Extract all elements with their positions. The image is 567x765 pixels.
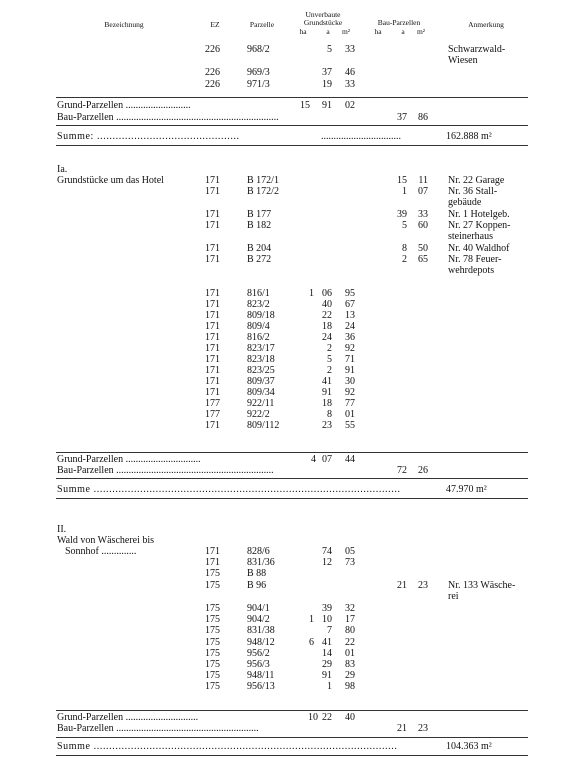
cell-anmerkung: steinerhaus bbox=[448, 231, 493, 242]
divider bbox=[56, 755, 528, 756]
cell-parzelle: 816/2 bbox=[247, 332, 270, 343]
cell-grund-a: 5 bbox=[327, 354, 332, 365]
bau-parzellen-m2: 26 bbox=[418, 465, 428, 476]
cell-grund-m2: 71 bbox=[345, 354, 355, 365]
cell-ez: 171 bbox=[205, 557, 220, 568]
cell-parzelle: 828/6 bbox=[247, 546, 270, 557]
cell-grund-a: 8 bbox=[327, 409, 332, 420]
bau-parzellen-label: Bau-Parzellen ............................................................... bbox=[57, 465, 274, 476]
cell-bau-a: 5 bbox=[402, 220, 407, 231]
unit-m2: m² bbox=[341, 27, 351, 36]
cell-parzelle: 809/37 bbox=[247, 376, 275, 387]
cell-ez: 175 bbox=[205, 681, 220, 692]
cell-grund-a: 41 bbox=[322, 637, 332, 648]
col-header-grundstuecke: Grundstücke bbox=[303, 18, 343, 27]
grund-parzellen-label: Grund-Parzellen .......................... bbox=[57, 100, 191, 111]
cell-grund-m2: 05 bbox=[345, 546, 355, 557]
cell-bau-m2: 07 bbox=[418, 186, 428, 197]
cell-ez: 175 bbox=[205, 568, 220, 579]
col-header-parzelle: Parzelle bbox=[249, 20, 275, 29]
cell-grund-m2: 33 bbox=[345, 44, 355, 55]
cell-parzelle: B 177 bbox=[247, 209, 272, 220]
cell-bau-m2: 50 bbox=[418, 243, 428, 254]
grund-parzellen-ha: 10 bbox=[308, 712, 318, 723]
cell-grund-a: 2 bbox=[327, 343, 332, 354]
unit-a: a bbox=[401, 27, 405, 36]
cell-parzelle: 956/2 bbox=[247, 648, 270, 659]
cell-ez: 171 bbox=[205, 332, 220, 343]
cell-grund-m2: 91 bbox=[345, 365, 355, 376]
cell-ez: 171 bbox=[205, 243, 220, 254]
cell-parzelle: 969/3 bbox=[247, 67, 270, 78]
divider bbox=[56, 737, 528, 738]
summe-dots: ................................ bbox=[321, 131, 401, 142]
cell-ez: 171 bbox=[205, 343, 220, 354]
cell-ez: 175 bbox=[205, 614, 220, 625]
cell-parzelle: 956/13 bbox=[247, 681, 275, 692]
cell-ez: 177 bbox=[205, 398, 220, 409]
summe-value: 162.888 m² bbox=[446, 131, 492, 142]
cell-anmerkung: Nr. 27 Koppen- bbox=[448, 220, 511, 231]
cell-ez: 177 bbox=[205, 409, 220, 420]
cell-ez: 171 bbox=[205, 299, 220, 310]
unit-m2: m² bbox=[416, 27, 426, 36]
col-header-anmerkung: Anmerkung bbox=[468, 20, 504, 29]
cell-grund-ha: 1 bbox=[309, 614, 314, 625]
cell-grund-a: 24 bbox=[322, 332, 332, 343]
cell-grund-m2: 92 bbox=[345, 343, 355, 354]
cell-parzelle: 922/2 bbox=[247, 409, 270, 420]
cell-parzelle: 948/11 bbox=[247, 670, 275, 681]
cell-ez: 171 bbox=[205, 546, 220, 557]
cell-grund-a: 41 bbox=[322, 376, 332, 387]
bau-parzellen-label: Bau-Parzellen ......................................................... bbox=[57, 723, 259, 734]
grund-parzellen-m2: 02 bbox=[345, 100, 355, 111]
cell-anmerkung: gebäude bbox=[448, 197, 482, 208]
cell-grund-m2: 22 bbox=[345, 637, 355, 648]
cell-grund-a: 2 bbox=[327, 365, 332, 376]
bau-parzellen-m2: 86 bbox=[418, 112, 428, 123]
cell-parzelle: 809/4 bbox=[247, 321, 270, 332]
cell-parzelle: 831/36 bbox=[247, 557, 275, 568]
cell-grund-a: 19 bbox=[322, 79, 332, 90]
cell-grund-a: 37 bbox=[322, 67, 332, 78]
cell-anmerkung: wehrdepots bbox=[448, 265, 495, 276]
cell-grund-m2: 32 bbox=[345, 603, 355, 614]
grund-parzellen-ha: 15 bbox=[300, 100, 310, 111]
summe-label: Summe: .............................................. bbox=[57, 131, 240, 142]
cell-grund-a: 40 bbox=[322, 299, 332, 310]
cell-parzelle: 948/12 bbox=[247, 637, 275, 648]
grund-parzellen-a: 07 bbox=[322, 454, 332, 465]
cell-ez: 171 bbox=[205, 220, 220, 231]
cell-grund-a: 10 bbox=[322, 614, 332, 625]
cell-ez: 171 bbox=[205, 288, 220, 299]
unit-a: a bbox=[326, 27, 330, 36]
cell-grund-m2: 95 bbox=[345, 288, 355, 299]
cell-anmerkung: Wiesen bbox=[448, 55, 478, 66]
cell-parzelle: 823/18 bbox=[247, 354, 275, 365]
cell-ez: 171 bbox=[205, 354, 220, 365]
summe-value: 104.363 m² bbox=[446, 741, 492, 752]
cell-anmerkung: Nr. 36 Stall- bbox=[448, 186, 498, 197]
col-header-bau-parzellen: Bau-Parzellen bbox=[377, 18, 421, 27]
grund-parzellen-m2: 40 bbox=[345, 712, 355, 723]
cell-bau-a: 39 bbox=[397, 209, 407, 220]
cell-ez: 171 bbox=[205, 376, 220, 387]
cell-grund-ha: 6 bbox=[309, 637, 314, 648]
cell-parzelle: 816/1 bbox=[247, 288, 270, 299]
cell-anmerkung: Schwarzwald- bbox=[448, 44, 506, 55]
cell-grund-ha: 1 bbox=[309, 288, 314, 299]
grund-parzellen-a: 91 bbox=[322, 100, 332, 111]
cell-ez: 175 bbox=[205, 580, 220, 591]
cell-grund-m2: 24 bbox=[345, 321, 355, 332]
cell-anmerkung: Nr. 40 Waldhof bbox=[448, 243, 510, 254]
section-title-continued: Sonnhof .............. bbox=[65, 546, 137, 557]
cell-parzelle: 831/38 bbox=[247, 625, 275, 636]
divider bbox=[56, 710, 528, 711]
cell-grund-m2: 46 bbox=[345, 67, 355, 78]
cell-bau-a: 8 bbox=[402, 243, 407, 254]
cell-parzelle: 956/3 bbox=[247, 659, 270, 670]
cell-grund-m2: 30 bbox=[345, 376, 355, 387]
cell-parzelle: B 172/1 bbox=[247, 175, 279, 186]
section-number: Ia. bbox=[57, 164, 68, 175]
divider bbox=[56, 97, 528, 98]
cell-grund-a: 29 bbox=[322, 659, 332, 670]
cell-grund-a: 39 bbox=[322, 603, 332, 614]
cell-parzelle: B 204 bbox=[247, 243, 272, 254]
cell-parzelle: 968/2 bbox=[247, 44, 270, 55]
divider bbox=[56, 145, 528, 146]
divider bbox=[56, 452, 528, 453]
grund-parzellen-ha: 4 bbox=[311, 454, 316, 465]
cell-grund-a: 18 bbox=[322, 398, 332, 409]
cell-anmerkung: Nr. 1 Hotelgeb. bbox=[448, 209, 510, 220]
bau-parzellen-a: 21 bbox=[397, 723, 407, 734]
cell-ez: 171 bbox=[205, 186, 220, 197]
cell-grund-m2: 36 bbox=[345, 332, 355, 343]
cell-grund-m2: 01 bbox=[345, 648, 355, 659]
cell-grund-a: 12 bbox=[322, 557, 332, 568]
cell-grund-a: 74 bbox=[322, 546, 332, 557]
cell-ez: 175 bbox=[205, 625, 220, 636]
cell-grund-m2: 80 bbox=[345, 625, 355, 636]
cell-ez: 226 bbox=[205, 44, 220, 55]
cell-grund-a: 5 bbox=[327, 44, 332, 55]
cell-ez: 171 bbox=[205, 387, 220, 398]
cell-parzelle: 922/11 bbox=[247, 398, 275, 409]
cell-ez: 171 bbox=[205, 420, 220, 431]
grund-parzellen-label: Grund-Parzellen ............................. bbox=[57, 712, 199, 723]
cell-anmerkung: rei bbox=[448, 591, 459, 602]
cell-grund-m2: 98 bbox=[345, 681, 355, 692]
col-header-unverbaute: Unverbaute bbox=[305, 10, 341, 19]
cell-bau-m2: 33 bbox=[418, 209, 428, 220]
cell-parzelle: 904/1 bbox=[247, 603, 270, 614]
section-title: Wald von Wäscherei bis bbox=[57, 535, 155, 546]
cell-bau-a: 1 bbox=[402, 186, 407, 197]
cell-grund-m2: 67 bbox=[345, 299, 355, 310]
cell-grund-a: 7 bbox=[327, 625, 332, 636]
grund-parzellen-a: 22 bbox=[322, 712, 332, 723]
cell-ez: 226 bbox=[205, 79, 220, 90]
cell-parzelle: B 182 bbox=[247, 220, 272, 231]
cell-ez: 171 bbox=[205, 175, 220, 186]
cell-ez: 171 bbox=[205, 365, 220, 376]
cell-ez: 171 bbox=[205, 321, 220, 332]
cell-parzelle: B 172/2 bbox=[247, 186, 279, 197]
cell-ez: 226 bbox=[205, 67, 220, 78]
cell-grund-m2: 17 bbox=[345, 614, 355, 625]
cell-grund-a: 06 bbox=[322, 288, 332, 299]
bau-parzellen-m2: 23 bbox=[418, 723, 428, 734]
cell-anmerkung: Nr. 133 Wäsche- bbox=[448, 580, 516, 591]
cell-grund-m2: 13 bbox=[345, 310, 355, 321]
cell-parzelle: 823/2 bbox=[247, 299, 270, 310]
cell-ez: 175 bbox=[205, 648, 220, 659]
section-title: Grundstücke um das Hotel bbox=[57, 175, 164, 186]
cell-anmerkung: Nr. 22 Garage bbox=[448, 175, 505, 186]
grund-parzellen-label: Grund-Parzellen .............................. bbox=[57, 454, 201, 465]
summe-label: Summe .................................................................................................. bbox=[57, 741, 398, 752]
cell-ez: 175 bbox=[205, 670, 220, 681]
cell-ez: 175 bbox=[205, 603, 220, 614]
cell-grund-a: 91 bbox=[322, 387, 332, 398]
bau-parzellen-label: Bau-Parzellen ................................................................. bbox=[57, 112, 279, 123]
cell-anmerkung: Nr. 78 Feuer- bbox=[448, 254, 502, 265]
cell-grund-a: 1 bbox=[327, 681, 332, 692]
cell-bau-m2: 23 bbox=[418, 580, 428, 591]
divider bbox=[56, 498, 528, 499]
cell-bau-m2: 60 bbox=[418, 220, 428, 231]
cell-ez: 171 bbox=[205, 209, 220, 220]
cell-ez: 175 bbox=[205, 637, 220, 648]
cell-grund-a: 23 bbox=[322, 420, 332, 431]
divider bbox=[56, 125, 528, 126]
cell-parzelle: 904/2 bbox=[247, 614, 270, 625]
cell-grund-a: 18 bbox=[322, 321, 332, 332]
grund-parzellen-m2: 44 bbox=[345, 454, 355, 465]
cell-grund-m2: 01 bbox=[345, 409, 355, 420]
section-number: II. bbox=[57, 524, 67, 535]
cell-parzelle: 809/18 bbox=[247, 310, 275, 321]
cell-grund-m2: 33 bbox=[345, 79, 355, 90]
cell-parzelle: 809/112 bbox=[247, 420, 280, 431]
col-header-ez: EZ bbox=[210, 20, 220, 29]
cell-grund-m2: 29 bbox=[345, 670, 355, 681]
cell-grund-m2: 83 bbox=[345, 659, 355, 670]
cell-ez: 175 bbox=[205, 659, 220, 670]
cell-bau-a: 2 bbox=[402, 254, 407, 265]
cell-ez: 171 bbox=[205, 310, 220, 321]
cell-bau-m2: 11 bbox=[418, 175, 428, 186]
cell-parzelle: B 272 bbox=[247, 254, 272, 265]
unit-ha: ha bbox=[374, 27, 382, 36]
divider bbox=[56, 478, 528, 479]
cell-parzelle: B 88 bbox=[247, 568, 267, 579]
cell-bau-m2: 65 bbox=[418, 254, 428, 265]
bau-parzellen-a: 72 bbox=[397, 465, 407, 476]
cell-grund-m2: 73 bbox=[345, 557, 355, 568]
cell-bau-a: 21 bbox=[397, 580, 407, 591]
summe-label: Summe ................................................................................................... bbox=[57, 484, 401, 495]
cell-parzelle: 823/25 bbox=[247, 365, 275, 376]
cell-grund-m2: 55 bbox=[345, 420, 355, 431]
cell-grund-a: 22 bbox=[322, 310, 332, 321]
col-header-bezeichnung: Bezeichnung bbox=[104, 20, 144, 29]
cell-ez: 171 bbox=[205, 254, 220, 265]
cell-parzelle: 823/17 bbox=[247, 343, 275, 354]
unit-ha: ha bbox=[299, 27, 307, 36]
cell-grund-a: 14 bbox=[322, 648, 332, 659]
bau-parzellen-a: 37 bbox=[397, 112, 407, 123]
cell-parzelle: B 96 bbox=[247, 580, 267, 591]
cell-parzelle: 971/3 bbox=[247, 79, 270, 90]
cell-bau-a: 15 bbox=[397, 175, 407, 186]
cell-grund-a: 91 bbox=[322, 670, 332, 681]
cell-parzelle: 809/34 bbox=[247, 387, 275, 398]
cell-grund-m2: 77 bbox=[345, 398, 355, 409]
cell-grund-m2: 92 bbox=[345, 387, 355, 398]
summe-value: 47.970 m² bbox=[446, 484, 487, 495]
